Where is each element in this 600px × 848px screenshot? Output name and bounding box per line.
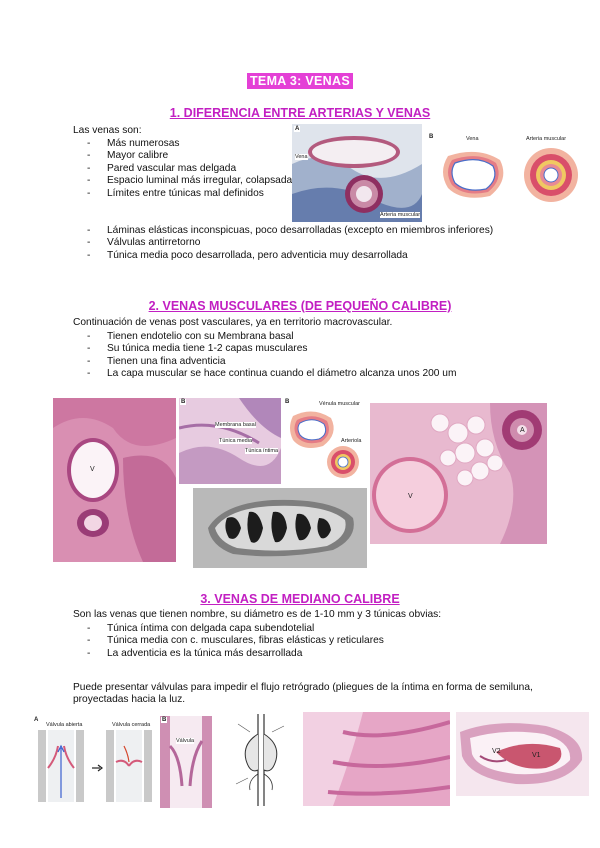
label-a: A xyxy=(520,427,525,434)
histology-vein-artery-image xyxy=(292,124,422,222)
list-item: - Espacio luminal más irregular, colapsada xyxy=(73,175,293,187)
panel-label: B xyxy=(285,399,290,405)
section1-intro: Las venas son: xyxy=(73,125,142,136)
list-item: - Túnica íntima con delgada capa subendotelial xyxy=(73,623,543,635)
histology-muscle-image xyxy=(303,712,450,806)
label-membrana: Membrana basal xyxy=(215,422,256,428)
list-item: - La adventicia es la túnica más desarrollada xyxy=(73,648,543,660)
panel-label: B xyxy=(162,717,167,723)
histology-vein-wall-image xyxy=(179,398,281,484)
list-item: - Su túnica media tiene 1-2 capas musculares xyxy=(73,343,543,355)
list-item: - Válvulas antirretorno xyxy=(73,237,528,249)
section3-list xyxy=(73,623,543,660)
section3-paragraph: Puede presentar válvulas para impedir el flujo retrógrado (pliegues de la íntima en forma de semiluna, proyectadas hacia la luz. xyxy=(73,682,533,706)
label-vena: Vena xyxy=(295,154,308,160)
vein-valve-drawing xyxy=(228,714,294,806)
section1-heading: 1. DIFERENCIA ENTRE ARTERIAS Y VENAS xyxy=(169,106,431,120)
list-item: - Pared vascular mas delgada xyxy=(73,163,293,175)
electron-micrograph-image xyxy=(193,488,367,568)
section3-heading: 3. VENAS DE MEDIANO CALIBRE xyxy=(200,592,400,606)
schematic-vein-artery xyxy=(428,132,588,204)
list-item: - Mayor calibre xyxy=(73,150,293,162)
label-intima: Túnica íntima xyxy=(245,448,279,454)
label-v1: V1 xyxy=(532,752,541,759)
list-item: - Láminas elásticas inconspicuas, poco desarrolladas (excepto en miembros inferiores) xyxy=(73,225,528,237)
page-title-text: TEMA 3: VENAS xyxy=(247,73,353,89)
histology-vein-artery-fat-image xyxy=(370,403,547,544)
list-item: - Tienen endotelio con su Membrana basal xyxy=(73,331,543,343)
list-item: - Tienen una fina adventicia xyxy=(73,356,543,368)
section1-list-cont xyxy=(73,225,528,262)
list-item: - Túnica media con c. musculares, fibras elásticas y reticulares xyxy=(73,635,543,647)
panel-label: A xyxy=(295,126,300,132)
panel-label: A xyxy=(34,717,39,723)
label-v: V xyxy=(90,466,95,473)
label-v2: V2 xyxy=(492,748,501,755)
histology-small-vein-image xyxy=(53,398,176,562)
schematic-venula-arteriola xyxy=(283,398,368,480)
label-valvula: Válvula xyxy=(176,738,195,744)
section2-intro: Continuación de venas post vasculares, ya en territorio macrovascular. xyxy=(73,317,393,328)
page-title xyxy=(0,72,600,90)
histology-valve-section-image xyxy=(456,712,589,796)
panel-label: B xyxy=(429,134,434,140)
valve-schematic xyxy=(32,716,158,808)
label-venula: Vénula muscular xyxy=(319,401,360,407)
list-item: - Túnica media poco desarrollada, pero adventicia muy desarrollada xyxy=(73,250,528,262)
section2-heading: 2. VENAS MUSCULARES (DE PEQUEÑO CALIBRE) xyxy=(148,299,452,313)
label-media: Túnica media xyxy=(219,438,253,444)
section3-intro: Son las venas que tienen nombre, su diámetro es de 1-10 mm y 3 túnicas obvias: xyxy=(73,609,442,620)
list-item: - Más numerosas xyxy=(73,138,293,150)
list-item: - La capa muscular se hace continua cuando el diámetro alcanza unos 200 um xyxy=(73,368,543,380)
section1-list xyxy=(73,138,293,200)
label-arteria: Arteria muscular xyxy=(526,136,567,142)
label-valvula-cerrada: Válvula cerrada xyxy=(112,722,151,728)
list-item: - Límites entre túnicas mal definidos xyxy=(73,188,293,200)
label-arteria: Arteria muscular xyxy=(380,212,421,218)
label-vena: Vena xyxy=(466,136,479,142)
label-valvula-abierta: Válvula abierta xyxy=(46,722,83,728)
panel-label: B xyxy=(181,399,186,405)
label-v: V xyxy=(408,493,413,500)
section2-list xyxy=(73,331,543,381)
histology-valve-image xyxy=(160,716,212,808)
label-arteriola: Arteriola xyxy=(341,438,362,444)
